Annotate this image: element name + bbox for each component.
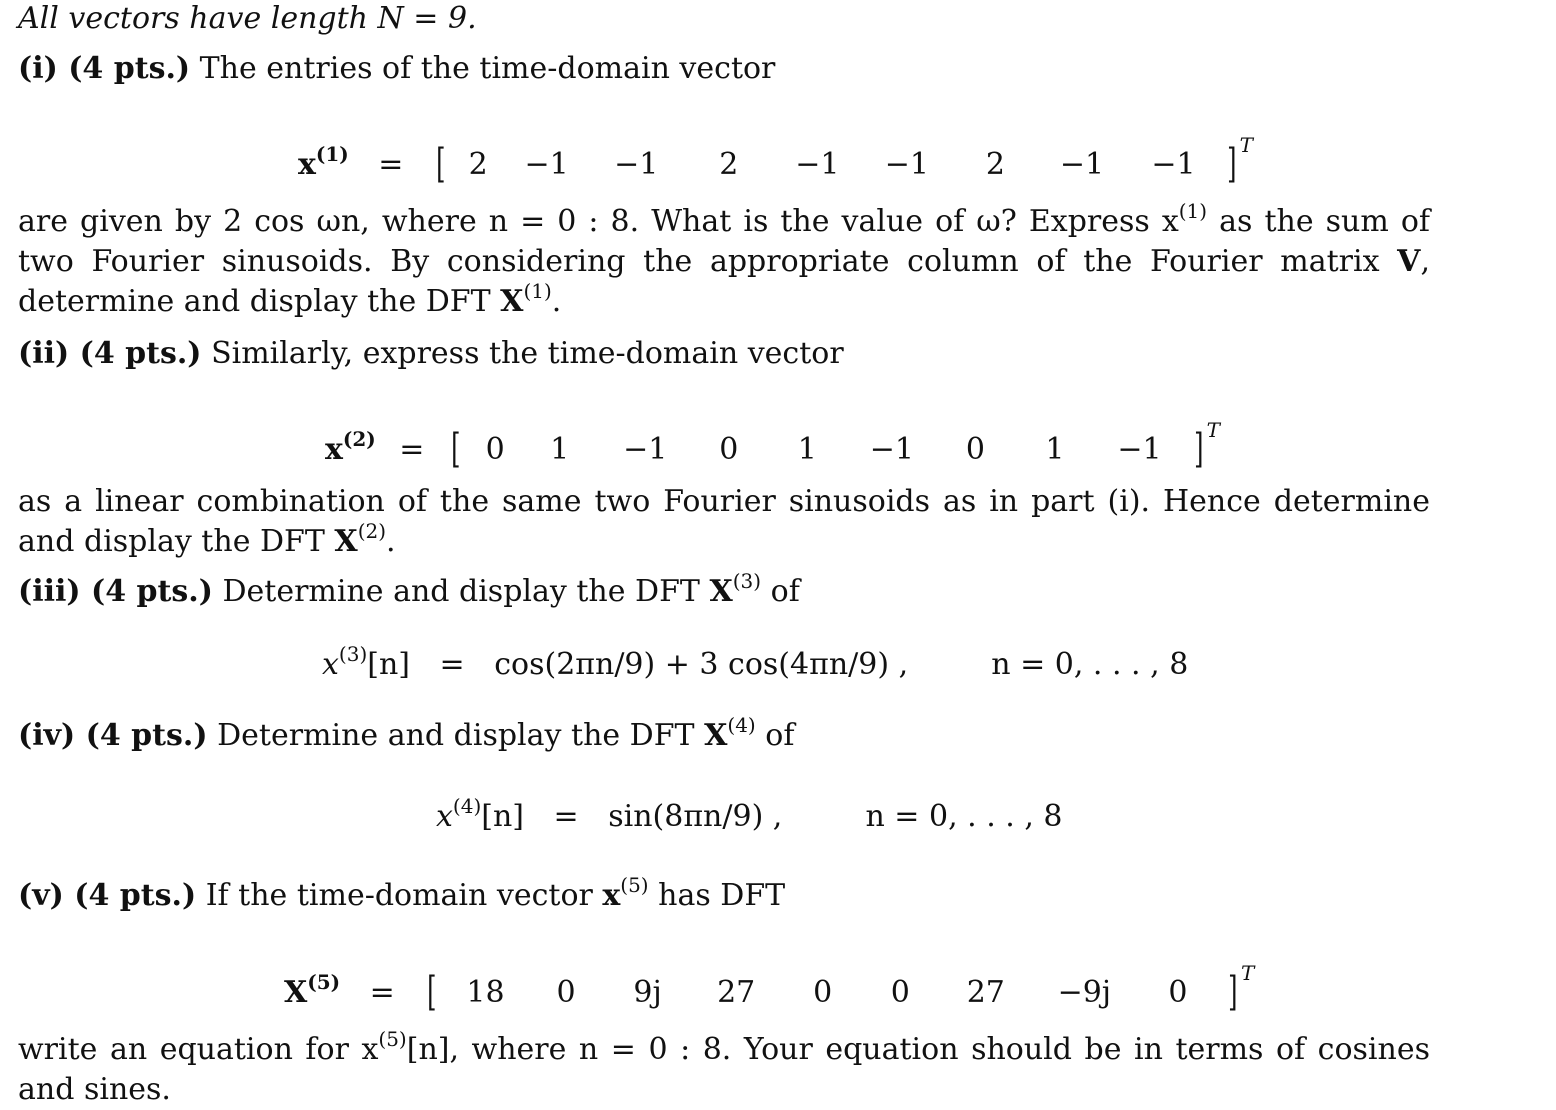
- eq-x3-equals: =: [439, 647, 465, 682]
- vector-entry: −1: [623, 432, 668, 467]
- vector-X5-entries: [450, 968, 1216, 1018]
- vector-entry: 0: [1168, 975, 1188, 1010]
- eq-x2-equals: =: [399, 432, 425, 467]
- right-bracket: ]: [1227, 141, 1237, 187]
- part-ii-label: (ii) (4 pts.): [18, 336, 202, 371]
- eq-x3-rhs: cos(2πn/9) + 3 cos(4πn/9) ,: [494, 647, 909, 682]
- eq-x3-lhs: $x^{(3)}[n]$: [322, 642, 410, 682]
- vector-entry: 0: [485, 432, 505, 467]
- vector-entry: 2: [985, 147, 1005, 182]
- vector-entry: −1: [1117, 432, 1162, 467]
- part-v-body: write an equation for $x^{(5)}[n]$, where n = 0 : 8. Your equation should be in terms of cosines and sines.: [18, 1027, 1430, 1107]
- transpose-mark: T: [1206, 418, 1220, 442]
- vector-entry: 2: [468, 147, 488, 182]
- part-iv-heading: (iv) (4 pts.) Determine and display the DFT $X^{(4)}$ of: [18, 713, 795, 753]
- vector-entry: 0: [813, 975, 833, 1010]
- eq-x3-range: n = 0, . . . , 8: [991, 647, 1189, 682]
- part-ii-body: as a linear combination of the same two Fourier sinusoids as in part (i). Hence determine and display the DFT $X^{(2)}$.: [18, 484, 1430, 559]
- eq-X5-equals: =: [369, 975, 395, 1010]
- vector-entry: −1: [795, 147, 840, 182]
- eq-x2-lhs: $x^{(2)}$: [325, 427, 376, 467]
- eq-X5-lhs: $X^{(5)}$: [284, 970, 341, 1010]
- eq-x4-lhs: $x^{(4)}[n]$: [436, 794, 524, 834]
- part-i-body: are given by 2 cos ωn, where n = 0 : 8. What is the value of ω? Express $x^{(1)}$ as the sum of two Fourier sinusoids. By considering the appropriate column of the Fourier matrix V, determine and display the DFT $X^{(1)}$.: [18, 199, 1430, 319]
- part-iv-label: (iv) (4 pts.): [18, 718, 208, 753]
- vector-entry: 18: [466, 975, 505, 1010]
- vector-entry: 27: [717, 975, 756, 1010]
- eq-x1-equals: =: [378, 147, 404, 182]
- left-bracket: [: [427, 969, 437, 1015]
- vector-entry: 0: [890, 975, 910, 1010]
- equation-x3: [322, 640, 1188, 690]
- part-i-lead: The entries of the time-domain vector: [199, 51, 776, 86]
- transpose-mark: T: [1241, 961, 1255, 985]
- eq-x4-equals: =: [553, 799, 579, 834]
- vector-entry: 2: [719, 147, 739, 182]
- vector-entry: 1: [550, 432, 570, 467]
- vector-entry: 1: [797, 432, 817, 467]
- part-v-heading: (v) (4 pts.) If the time-domain vector $x^{(5)}$ has DFT: [18, 873, 786, 913]
- left-bracket: [: [436, 141, 446, 187]
- part-iii-heading: (iii) (4 pts.) Determine and display the DFT $X^{(3)}$ of: [18, 569, 800, 609]
- eq-x1-lhs: $x^{(1)}$: [298, 142, 349, 182]
- vector-entry: 0: [719, 432, 739, 467]
- equation-X5: [284, 948, 1255, 1015]
- vector-entry: −1: [1151, 147, 1196, 182]
- vector-entry: −9j: [1057, 975, 1112, 1010]
- part-v-label: (v) (4 pts.): [18, 878, 197, 913]
- vector-entry: 9j: [633, 975, 662, 1010]
- vector-entry: −1: [614, 147, 659, 182]
- intro-text: All vectors have length N = 9.: [18, 1, 477, 36]
- vector-entry: −1: [524, 147, 569, 182]
- part-ii-heading: [18, 335, 844, 373]
- part-iii-label: (iii) (4 pts.): [18, 574, 213, 609]
- vector-entry: 27: [966, 975, 1005, 1010]
- part-i-heading: [18, 50, 775, 88]
- vector-entry: −1: [884, 147, 929, 182]
- right-bracket: ]: [1194, 426, 1204, 472]
- equation-x4: [436, 792, 1063, 842]
- vector-x1-entries: [458, 140, 1214, 190]
- vector-x2-entries: [473, 425, 1181, 475]
- equation-x2: [325, 405, 1220, 472]
- vector-entry: −1: [1059, 147, 1105, 182]
- part-ii-lead: Similarly, express the time-domain vector: [211, 336, 844, 371]
- transpose-mark: T: [1239, 133, 1253, 157]
- eq-x4-range: n = 0, . . . , 8: [865, 799, 1063, 834]
- eq-x4-rhs: sin(8πn/9) ,: [608, 799, 783, 834]
- vector-entry: −1: [869, 432, 914, 467]
- right-bracket: ]: [1228, 969, 1238, 1015]
- vector-entry: 0: [556, 975, 576, 1010]
- equation-x1: [298, 120, 1253, 187]
- vector-entry: 0: [965, 432, 985, 467]
- vector-entry: 1: [1045, 432, 1065, 467]
- left-bracket: [: [451, 426, 461, 472]
- part-i-label: (i) (4 pts.): [18, 51, 191, 86]
